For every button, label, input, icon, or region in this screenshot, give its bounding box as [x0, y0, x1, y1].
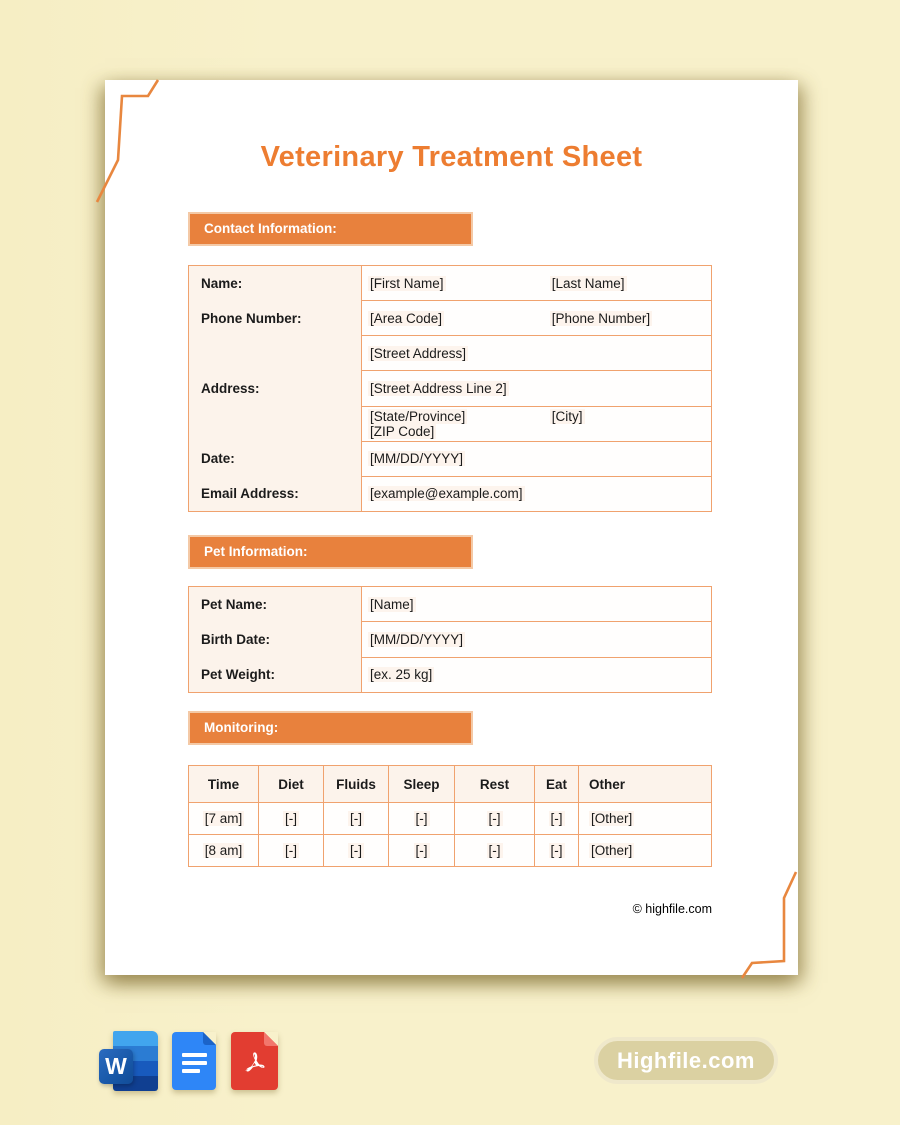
cell-diet: [-] — [259, 803, 324, 835]
section-header-contact-label: Contact Information: — [204, 221, 337, 236]
cell-fluids: [-] — [324, 803, 389, 835]
monitoring-table — [188, 765, 712, 867]
pet-table — [188, 586, 712, 693]
pet-name-label: Pet Name: — [201, 597, 268, 612]
pet-weight-value-cell — [362, 657, 712, 692]
zip-value: [ZIP Code] — [370, 423, 435, 439]
state-value: [State/Province] — [370, 408, 466, 424]
col-header-eat: Eat — [535, 766, 579, 803]
section-header-monitoring — [188, 711, 473, 745]
cell-time: [7 am] — [189, 803, 259, 835]
name-value-cell — [362, 266, 712, 301]
section-header-monitoring-label: Monitoring: — [204, 720, 279, 735]
cell-eat: [-] — [535, 803, 579, 835]
col-header-fluids: Fluids — [324, 766, 389, 803]
acrobat-symbol-icon — [239, 1047, 270, 1078]
birth-date-value: [MM/DD/YYYY] — [370, 631, 464, 647]
document-page — [105, 80, 798, 975]
birth-date-value-cell — [362, 622, 712, 657]
copyright-text: © highfile.com — [632, 902, 712, 916]
watermark-label: Highfile.com — [616, 1047, 755, 1073]
street-value-cell — [362, 336, 712, 371]
cell-diet: [-] — [259, 835, 324, 867]
pet-labels-column — [189, 587, 362, 693]
date-value: [MM/DD/YYYY] — [370, 451, 464, 467]
section-header-pet-label: Pet Information: — [204, 544, 308, 559]
pet-weight-value: [ex. 25 kg] — [370, 667, 433, 683]
cell-time: [8 am] — [189, 835, 259, 867]
section-header-contact — [188, 212, 473, 246]
pet-weight-label: Pet Weight: — [201, 667, 275, 682]
cell-fluids: [-] — [324, 835, 389, 867]
col-header-other: Other — [579, 766, 712, 803]
cell-sleep: [-] — [389, 803, 455, 835]
birth-date-label: Birth Date: — [201, 632, 271, 647]
col-header-rest: Rest — [455, 766, 535, 803]
street-address2-value: [Street Address Line 2] — [370, 380, 507, 396]
section-header-pet — [188, 535, 473, 569]
cell-sleep: [-] — [389, 835, 455, 867]
city-value: [City] — [551, 408, 583, 424]
page-title: Veterinary Treatment Sheet — [260, 141, 643, 173]
col-header-time: Time — [189, 766, 259, 803]
cell-other: [Other] — [579, 835, 712, 867]
area-code-value: [Area Code] — [370, 310, 443, 326]
pet-name-value-cell — [362, 587, 712, 622]
phone-value-cell — [362, 301, 712, 336]
date-label: Date: — [201, 451, 235, 466]
monitoring-header-row — [189, 766, 712, 803]
contact-table — [188, 265, 712, 512]
spacer — [189, 336, 361, 371]
pet-name-value: [Name] — [370, 596, 414, 612]
first-name-value: [First Name] — [370, 275, 444, 291]
pdf-download-icon[interactable] — [231, 1032, 278, 1090]
email-value: [example@example.com] — [370, 486, 523, 502]
col-header-diet: Diet — [259, 766, 324, 803]
state-city-zip-cell — [362, 406, 712, 441]
spacer — [189, 406, 361, 441]
street-address-value: [Street Address] — [370, 345, 467, 361]
cell-other: [Other] — [579, 803, 712, 835]
google-docs-download-icon[interactable] — [172, 1032, 216, 1090]
date-value-cell — [362, 441, 712, 476]
cell-eat: [-] — [535, 835, 579, 867]
cell-rest: [-] — [455, 803, 535, 835]
email-value-cell — [362, 476, 712, 511]
word-download-icon[interactable] — [99, 1031, 160, 1091]
name-label: Name: — [201, 276, 243, 291]
cell-rest: [-] — [455, 835, 535, 867]
highfile-watermark-badge — [594, 1037, 778, 1084]
col-header-sleep: Sleep — [389, 766, 455, 803]
word-letter-badge: W — [99, 1049, 133, 1084]
email-label: Email Address: — [201, 486, 299, 501]
monitoring-row-1 — [189, 803, 712, 835]
phone-label: Phone Number: — [201, 311, 302, 326]
street2-value-cell — [362, 371, 712, 406]
monitoring-row-2 — [189, 835, 712, 867]
address-label: Address: — [201, 381, 260, 396]
last-name-value: [Last Name] — [551, 275, 625, 291]
contact-labels-column — [189, 266, 362, 512]
phone-number-value: [Phone Number] — [551, 310, 651, 326]
